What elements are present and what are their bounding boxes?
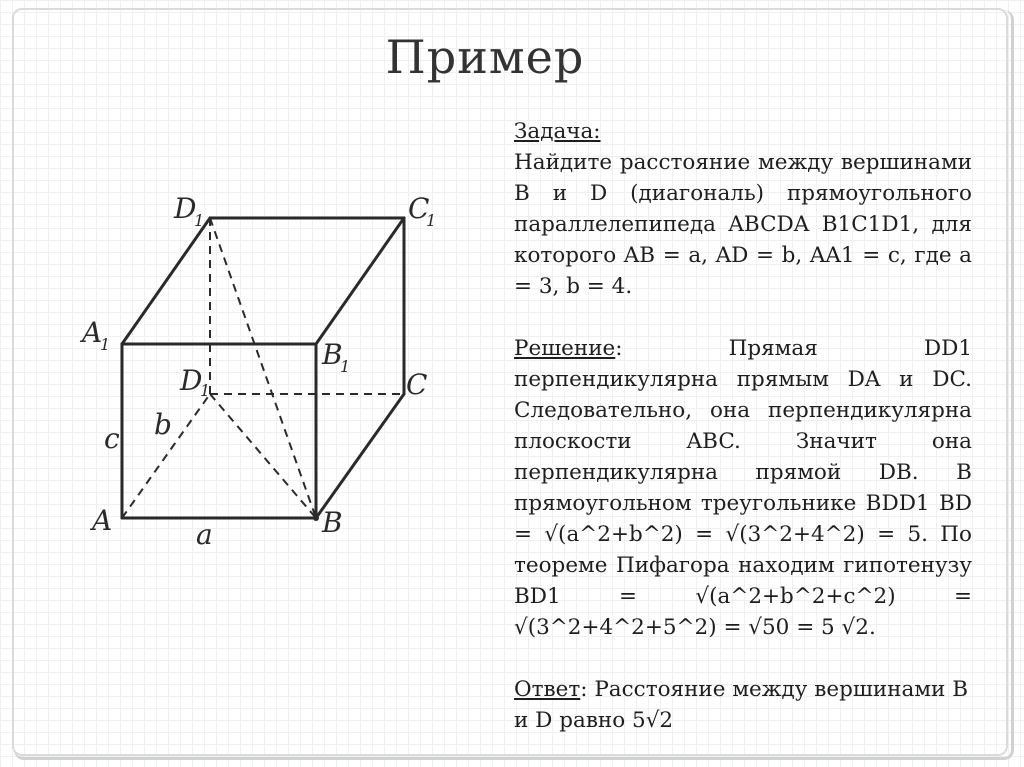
svg-text:1: 1 bbox=[194, 211, 205, 230]
label-a: A bbox=[92, 504, 113, 537]
slide-title: Пример bbox=[385, 30, 585, 84]
diagonal-d-b bbox=[210, 394, 316, 518]
label-edge-c: c bbox=[104, 422, 120, 455]
problem-text bbox=[514, 116, 972, 736]
label-edge-a: a bbox=[196, 518, 213, 551]
edge-b-c bbox=[316, 394, 404, 518]
label-d1-mid: D bbox=[180, 364, 203, 397]
answer-label: Ответ bbox=[514, 677, 581, 702]
edge-a1-d1 bbox=[122, 218, 210, 344]
label-b1: B bbox=[322, 338, 343, 371]
label-d1-top: D bbox=[174, 192, 197, 225]
label-c: C bbox=[406, 368, 428, 401]
label-a1: A bbox=[82, 316, 103, 349]
parallelepiped-figure bbox=[70, 180, 460, 560]
solution-block: Решение: Прямая DD1 перпендикулярна прямым DA и DC. Следовательно, она перпендикулярна плоскости ABC. Значит она перпендикулярна прямой DB. В прямоугольном треугольнике BDD1 BD = √(a^2+b^2) = √(3^2+4^2) = 5. По теореме Пифагора находим гипотенузу BD1 = √(a^2+b^2+c^2) = √(3^2+4^2+5^2) = √50 = 5 √2. bbox=[514, 336, 972, 640]
edge-b1-c1 bbox=[316, 218, 404, 344]
answer-body: : Расстояние между вершинами В и D равно 5√2 bbox=[514, 677, 969, 733]
svg-text:1: 1 bbox=[200, 381, 211, 400]
svg-text:1: 1 bbox=[100, 335, 111, 354]
label-b: B bbox=[322, 506, 343, 539]
svg-text:1: 1 bbox=[340, 357, 351, 376]
task-label: Задача: bbox=[514, 119, 601, 144]
vertex-b-dot bbox=[313, 515, 319, 521]
solution-body: Прямая DD1 перпендикулярна прямым DA и DC. Следовательно, она перпендикулярна плоскости ABC. Значит она перпендикулярна прямой DB. В прямоугольном треугольнике BDD1 BD = √(a^2+b^2) = √(3^2+4^2) = 5. По теореме Пифагора находим гипотенузу BD1 = √(a^2+b^2+c^2) = √(3^2+4^2+5^2) = √50 = 5 √2. bbox=[514, 336, 972, 640]
label-c1: C bbox=[408, 192, 430, 225]
task-body: Найдите расстояние между вершинами В и D (диагональ) прямоугольного параллелепипеда ABCDA B1C1D1, для которого AB = a, AD = b, AA1 = c, где a = 3, b = 4. bbox=[514, 150, 972, 299]
solution-label: Решение bbox=[514, 336, 616, 361]
diagonal-d1-b bbox=[210, 218, 316, 518]
svg-text:1: 1 bbox=[426, 211, 437, 230]
label-edge-b: b bbox=[154, 408, 172, 441]
answer-block bbox=[514, 674, 972, 736]
